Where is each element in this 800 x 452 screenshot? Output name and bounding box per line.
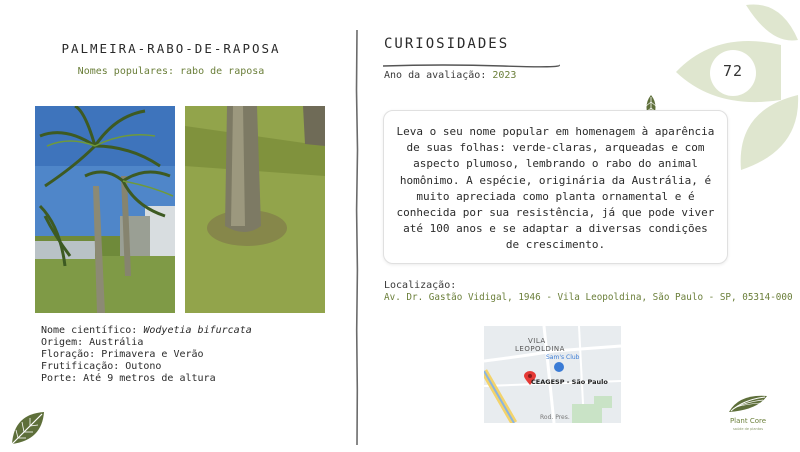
logo-name: Plant Core <box>729 417 767 425</box>
curiosity-text: Leva o seu nome popular em homenagem à aparência de suas folhas: verde-claras, arqueadas e com aspecto plumoso, lembrando o rabo do animal homônimo. A espécie, originária da Austrália, é muito apreciada como planta ornamental e é conhecida por sua resistência, já que pode viver até 100 anos e se adaptar a diversas condições de crescimento. <box>396 125 715 252</box>
year-value: 2023 <box>492 70 517 81</box>
location-address: Av. Dr. Gastão Vidigal, 1946 - Vila Leopoldina, São Paulo - SP, 05314-000 <box>384 292 793 303</box>
origin: Origem: Austrália <box>41 337 144 348</box>
popular-names: Nomes populares: rabo de raposa <box>77 66 265 77</box>
map-poi-club: Sam's Club <box>546 354 580 361</box>
shopping-pin-icon <box>554 362 564 372</box>
palm-photo-2 <box>185 106 325 313</box>
evaluation-year <box>384 70 516 81</box>
curiosities-heading: CURIOSIDADES <box>384 36 510 52</box>
map-district-line1: VILA <box>528 337 546 345</box>
palm-photo-1 <box>35 106 175 313</box>
flowering: Floração: Primavera e Verão <box>41 349 204 360</box>
year-label: Ano da avaliação: <box>384 70 493 81</box>
fruiting: Frutificação: Outono <box>41 361 162 372</box>
plant-number: 72 <box>722 62 744 80</box>
logo-tagline: saúde de plantas <box>732 427 764 431</box>
plant-details <box>41 325 252 385</box>
location-label: Localização: <box>384 280 457 291</box>
scientific-value: Wodyetia bifurcata <box>143 325 252 336</box>
location-map[interactable] <box>484 326 621 423</box>
scientific-label: Nome científico: <box>41 325 144 336</box>
plant-title: PALMEIRA-RABO-DE-RAPOSA <box>61 41 281 56</box>
map-district-line2: LEOPOLDINA <box>515 345 565 353</box>
leaf-icon <box>8 408 48 452</box>
size: Porte: Até 9 metros de altura <box>41 373 216 384</box>
divider <box>355 30 359 445</box>
map-street: Rod. Pres. <box>540 414 570 421</box>
plant-core-logo-icon <box>727 392 769 418</box>
map-poi-main: CEAGESP - São Paulo <box>531 378 608 386</box>
scientific-name <box>41 325 252 337</box>
